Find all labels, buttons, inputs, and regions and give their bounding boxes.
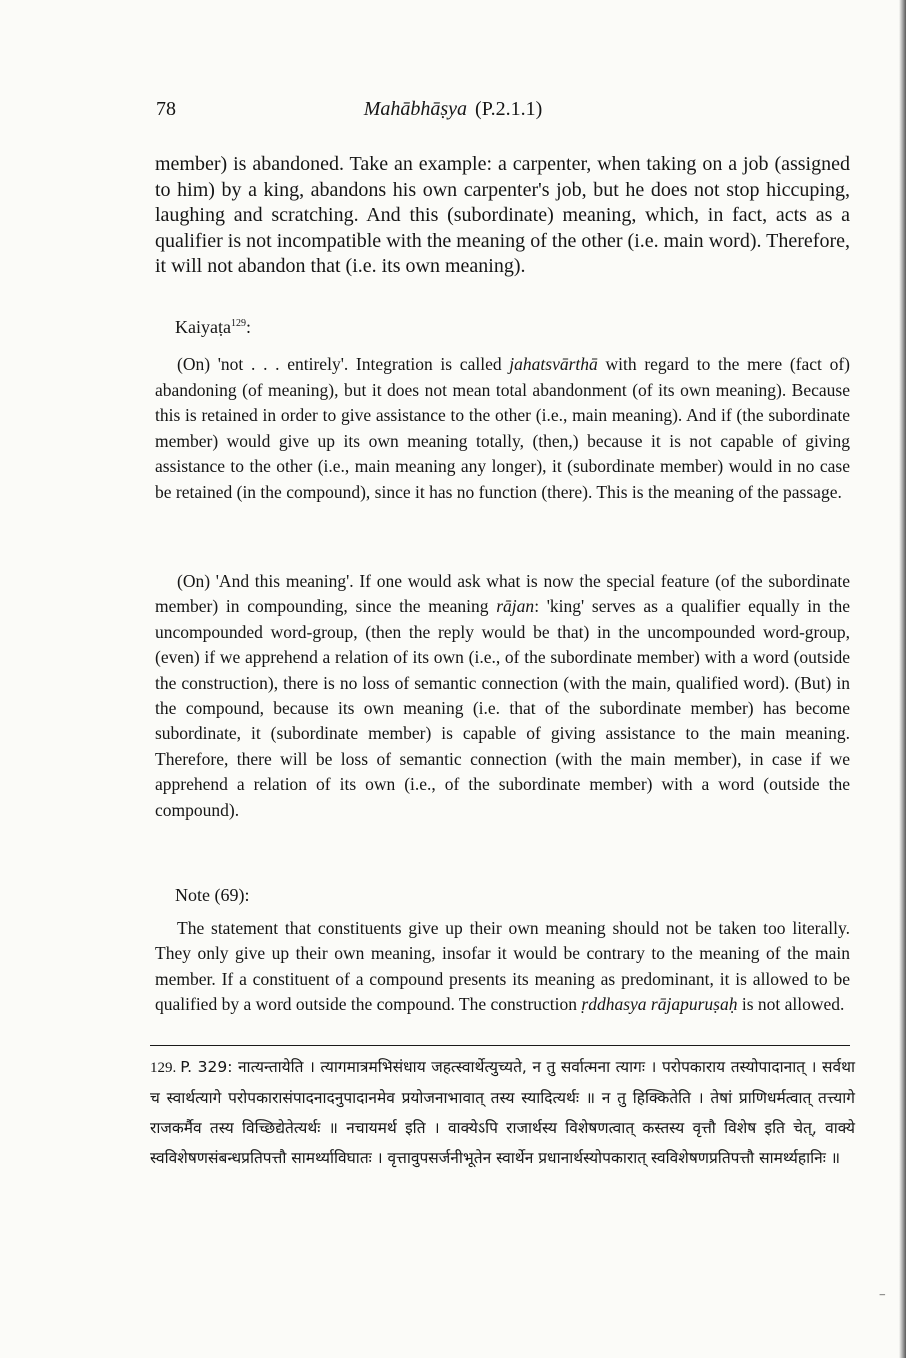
paragraph-2 [155,352,850,506]
note-heading: Note (69): [175,885,250,905]
paragraph-2-term: jahatsvārthā [509,354,598,374]
running-head-title: Mahābhāṣya [363,98,468,120]
paragraph-4-term: ṛddhasya rājapuruṣaḥ [581,993,738,1014]
paragraph-4-lead: The statement that constituents give up their own meaning should not be taken too literally. They only give up their own meaning, insofar it would be contrary to the meaning of the main member. If a constituent of a compound presents its meaning as predominant, it is allowed to be qualified by a word outside the compound. The construction [155,918,850,1014]
page-number: 78 [156,98,176,120]
paragraph-3-term: rājan [496,596,535,617]
kaiyata-colon: : [245,317,251,337]
paragraph-4 [155,916,850,1017]
running-head [0,98,906,121]
paragraph-3-rest: : 'king' serves as a qualifier equally in the uncompounded word-group, (then the reply would be that) in the uncompounded word-group, (even) if we apprehend a relation of its own (i.e., of the subordinate member) with a word (outside the construction), there is no loss of semantic connection (with the main, qualified word). (But) in the compound, because its own meaning (i.e. that of the subordinate member) has become subordinate, it (subordinate member) is capable of giving assistance to the main meaning. Therefore, there will be loss of semantic connection (with the main member), in case if we apprehend a relation of its own (i.e., of the subordinate member) with a word (outside the compound). [155,596,850,820]
paragraph-2-rest: with regard to the mere (fact of) abandoning (of meaning), but it does not mean total abandonment (of its own meaning). Because this is retained in order to give assistance to the other (i.e., main meaning). And if (the subordinate member) would give up its own meaning totally, (then,) because it is not capable of giving assistance to the other (i.e., main meaning any longer), it (subordinate member) would in no case be retained (in the compound), since it has no function (there). This is the meaning of the passage. [155,354,850,502]
paragraph-1: member) is abandoned. Take an example: a carpenter, when taking on a job (assigned to him) by a king, abandons his own carpenter's job, but he does not stop hiccuping, laughing and scratching. And this (subordinate) meaning, which, in fact, acts as a qualifier is not incompatible with the meaning of the other (i.e. main word). Therefore, it will not abandon that (i.e. its own meaning). [155,153,850,277]
paragraph-4-rest: is not allowed. [737,993,845,1014]
paragraph-3 [155,569,850,823]
paragraph-3-lead: (On) 'And this meaning'. If one would ask what is now the special feature (of the subordinate member) in compounding, since the meaning [155,571,850,617]
footnote-number: 129. [150,1060,177,1076]
running-head-location: (P.2.1.1) [475,98,543,120]
footnote-ref: 129 [230,318,246,329]
footnote-text: P. 329: नात्यन्तायेति । त्यागमात्रमभिसंधाय जहत्स्वार्थेत्युच्यते, न तु सर्वात्मना त्यागः । परोपकाराय तस्योपादानात् । सर्वथा च स्वार्थत्यागे परोपकारासंपादनादनुपादानमेव प्रयोजनाभावात् तस्य स्यादित्यर्थः ॥ न तु हिक्कितेति । तेषां प्राणिधर्मत्वात् तत्त्यागे राजकर्मैव तस्य विच्छिद्येतेत्यर्थः ॥ नचायमर्थ इति । वाक्येऽपि राजार्थस्य विशेषणत्वात् कस्तस्य वृत्तौ विशेष इति चेत्, वाक्ये स्वविशेषणसंबन्धप्रतिपत्तौ सामर्थ्याविघातः । वृत्तावुपसर्जनीभूतेन स्वार्थेन प्रधानार्थस्योपकारात् स्वविशेषणप्रतिपत्तौ सामर्थ्यहानिः ॥ [150,1058,855,1167]
kaiyata-heading [175,317,251,338]
footnote [150,1052,855,1173]
page-edge [899,0,906,1358]
paragraph-2-lead: (On) 'not . . . entirely'. Integration is called [177,354,510,374]
footnote-rule [150,1045,850,1046]
kaiyata-heading-text: Kaiyaṭa [175,317,231,337]
margin-mark: ⁻ [878,1291,886,1306]
